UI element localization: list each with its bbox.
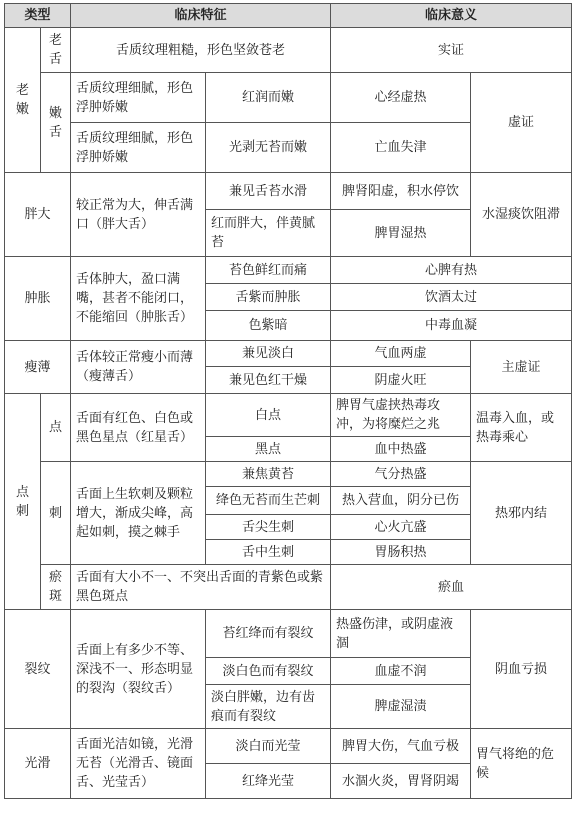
dian-feat-2: 黑点 [206, 437, 331, 462]
ci-sig-4: 胃肠积热 [331, 540, 471, 565]
ci-feat-4: 舌中生刺 [206, 540, 331, 565]
header-significance: 临床意义 [331, 4, 572, 28]
nen-sig-1: 心经虚热 [331, 73, 471, 123]
zhongzhang-sig-1: 心脾有热 [331, 257, 572, 284]
sub-lao: 老舌 [41, 28, 71, 73]
header-features: 临床特征 [71, 4, 331, 28]
zhongzhang-sig-2: 饮酒太过 [331, 284, 572, 311]
dian-desc: 舌面有红色、白色或黑色星点（红星舌） [71, 394, 206, 462]
sub-nen: 嫩舌 [41, 73, 71, 173]
pangda-sig-1: 脾肾阳虚，积水停饮 [331, 173, 471, 210]
ci-feat-2: 绛色无苔而生芒刺 [206, 487, 331, 515]
nen-group: 虚证 [471, 73, 572, 173]
sub-yuban: 瘀斑 [41, 565, 71, 610]
shoubo-feat-2: 兼见色红干燥 [206, 367, 331, 394]
pangda-feat-1: 兼见舌苔水滑 [206, 173, 331, 210]
shoubo-desc: 舌体较正常瘦小而薄（瘦薄舌） [71, 341, 206, 394]
header-type: 类型 [5, 4, 71, 28]
ci-group: 热邪内结 [471, 462, 572, 565]
zhongzhang-desc: 舌体肿大，盈口满嘴，甚者不能闭口，不能缩回（肿胀舌） [71, 257, 206, 341]
shoubo-sig-2: 阴虚火旺 [331, 367, 471, 394]
lao-sig: 实证 [331, 28, 572, 73]
category-pangda: 胖大 [5, 173, 71, 257]
ci-desc: 舌面上生软刺及颗粒增大，渐成尖峰，高起如刺，摸之棘手 [71, 462, 206, 565]
nen-sig-2: 亡血失津 [331, 123, 471, 173]
liewen-desc: 舌面上有多少不等、深浅不一、形态明显的裂沟（裂纹舌） [71, 610, 206, 729]
tongue-shape-table-wrapper [4, 3, 571, 799]
liewen-feat-1: 苔红绛而有裂纹 [206, 610, 331, 658]
zhongzhang-feat-1: 苔色鲜红而痛 [206, 257, 331, 284]
category-label: 老嫩 [15, 83, 29, 117]
category-liewen: 裂纹 [5, 610, 71, 729]
category-dianci: 点刺 [5, 394, 41, 610]
pangda-desc: 较正常为大，伸舌满口（胖大舌） [71, 173, 206, 257]
ci-feat-3: 舌尖生刺 [206, 515, 331, 540]
liewen-sig-1: 热盛伤津，或阴虚液涸 [331, 610, 471, 658]
zhongzhang-feat-2: 舌紫而肿胀 [206, 284, 331, 311]
dian-group: 温毒入血，或热毒乘心 [471, 394, 572, 462]
liewen-feat-2: 淡白色而有裂纹 [206, 658, 331, 685]
zhongzhang-feat-3: 色紫暗 [206, 311, 331, 341]
category-zhongzhang: 肿胀 [5, 257, 71, 341]
pangda-sig-2: 脾胃湿热 [331, 210, 471, 257]
ci-sig-1: 气分热盛 [331, 462, 471, 487]
guanghua-feat-1: 淡白而光莹 [206, 729, 331, 764]
ci-sig-3: 心火亢盛 [331, 515, 471, 540]
guanghua-feat-2: 红绛光莹 [206, 764, 331, 799]
nen-desc-2: 舌质纹理细腻，形色浮肿娇嫩 [71, 123, 206, 173]
zhongzhang-sig-3: 中毒血凝 [331, 311, 572, 341]
sub-ci: 刺 [41, 462, 71, 565]
pangda-feat-2: 红而胖大，伴黄腻苔 [206, 210, 331, 257]
nen-feat-1: 红润而嫩 [206, 73, 331, 123]
shoubo-group: 主虚证 [471, 341, 572, 394]
guanghua-group: 胃气将绝的危候 [471, 729, 572, 799]
nen-feat-2: 光剥无苔而嫩 [206, 123, 331, 173]
shoubo-sig-1: 气血两虚 [331, 341, 471, 367]
ci-sig-2: 热入营血，阴分已伤 [331, 487, 471, 515]
ci-feat-1: 兼焦黄苔 [206, 462, 331, 487]
liewen-group: 阴血亏损 [471, 610, 572, 729]
category-shoubo: 瘦薄 [5, 341, 71, 394]
sub-dian: 点 [41, 394, 71, 462]
shoubo-feat-1: 兼见淡白 [206, 341, 331, 367]
liewen-feat-3: 淡白胖嫩，边有齿痕而有裂纹 [206, 685, 331, 729]
guanghua-sig-2: 水涸火炎，胃肾阴竭 [331, 764, 471, 799]
dian-sig-2: 血中热盛 [331, 437, 471, 462]
liewen-sig-3: 脾虚湿渍 [331, 685, 471, 729]
category-laonen [5, 28, 41, 173]
tongue-shape-table [4, 3, 572, 799]
guanghua-sig-1: 脾胃大伤，气血亏极 [331, 729, 471, 764]
dian-feat-1: 白点 [206, 394, 331, 437]
yuban-sig: 瘀血 [331, 565, 572, 610]
dian-sig-1: 脾胃气虚挟热毒攻冲，为将糜烂之兆 [331, 394, 471, 437]
liewen-sig-2: 血虚不润 [331, 658, 471, 685]
category-guanghua: 光滑 [5, 729, 71, 799]
yuban-desc: 舌面有大小不一、不突出舌面的青紫色或紫黑色斑点 [71, 565, 331, 610]
guanghua-desc: 舌面光洁如镜，光滑无苔（光滑舌、镜面舌、光莹舌） [71, 729, 206, 799]
nen-desc-1: 舌质纹理细腻，形色浮肿娇嫩 [71, 73, 206, 123]
pangda-group: 水湿痰饮阻滞 [471, 173, 572, 257]
lao-desc: 舌质纹理粗糙，形色坚敛苍老 [71, 28, 331, 73]
